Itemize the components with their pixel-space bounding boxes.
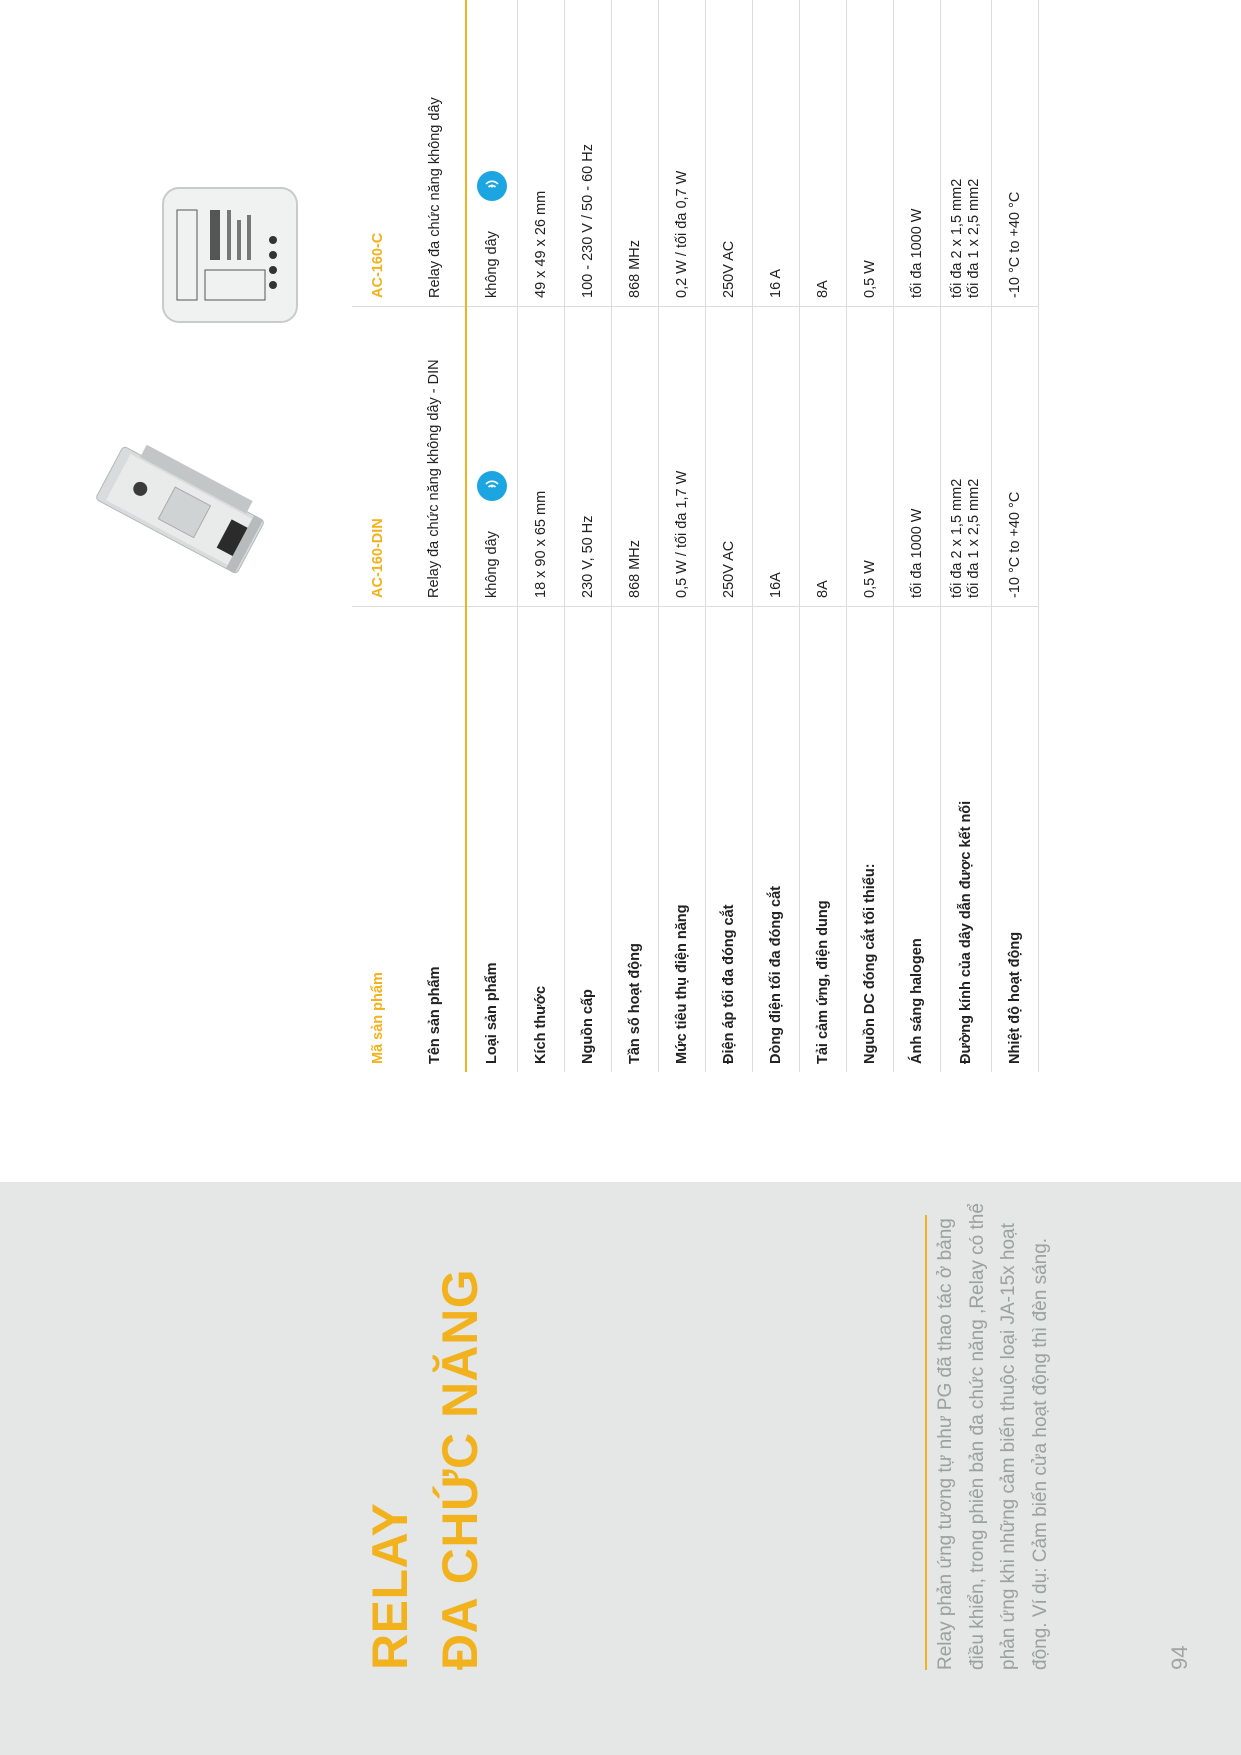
row-value-2: Relay đa chức năng không dây [404, 0, 465, 307]
title-line-2: ĐA CHỨC NĂNG [432, 1268, 488, 1670]
row-value-2: 868 MHz [612, 0, 658, 307]
table-row [404, 0, 467, 1072]
row-value-1: Relay đa chức năng không dây - DIN [404, 307, 465, 607]
row-value-2: 8A [800, 0, 846, 307]
c-relay-image [155, 180, 305, 330]
row-label: Nguồn cấp [580, 989, 596, 1064]
row-value-2: 100 - 230 V / 50 - 60 Hz [565, 0, 611, 307]
table-row [941, 0, 992, 1072]
table-row [753, 0, 800, 1072]
row-value-2: 250V AC [706, 0, 752, 307]
row-label: Nhiệt độ hoạt động [1007, 931, 1023, 1064]
row-value-1 [467, 307, 517, 607]
value-line: tối đa 2 x 1,5 mm2 [949, 178, 965, 298]
row-label: Mức tiêu thụ điện năng [674, 904, 690, 1064]
row-value-1: 250V AC [706, 307, 752, 607]
row-value-2: 16 A [753, 0, 799, 307]
din-relay-image [80, 410, 280, 610]
row-value-1: 16A [753, 307, 799, 607]
row-value-2: 49 x 49 x 26 mm [518, 0, 564, 307]
value-line: tối đa 1 x 2,5 mm2 [966, 478, 982, 598]
table-row [518, 0, 565, 1072]
description: Relay phản ứng tương tự như PG đã thao tác ở bảng điều khiển, trong phiên bản đa chức năng ,Relay có thể phản ứng khi những cảm biến thuộc loại JA-15x hoạt động. Ví dụ: Cảm biến cửa hoạt động thì đèn sáng. [935, 1203, 1051, 1670]
accent-rule [925, 1215, 927, 1670]
row-label: Tải cảm ứng, điện dung [815, 900, 831, 1064]
row-label: Loại sản phẩm [484, 962, 500, 1064]
header-label: Mã sản phẩm [370, 972, 386, 1064]
wireless-text: không dây [484, 531, 500, 598]
header-col2: AC-160-C [352, 0, 404, 307]
wireless-text: không dây [484, 231, 500, 298]
row-value-1: 8A [800, 307, 846, 607]
page-number: 94 [1167, 1645, 1192, 1670]
table-row [467, 0, 518, 1072]
row-label: Nguồn DC đóng cắt tối thiểu: [862, 863, 878, 1064]
table-row [800, 0, 847, 1072]
row-label: Kích thước [533, 985, 549, 1064]
row-value-2 [467, 0, 517, 307]
spec-table [352, 0, 1039, 1072]
row-value-1: 0,5 W / tối đa 1,7 W [659, 307, 705, 607]
table-row [894, 0, 941, 1072]
table-header [352, 0, 404, 1072]
table-row [992, 0, 1039, 1072]
row-value-2: -10 °C to +40 °C [992, 0, 1038, 307]
wifi-icon [477, 171, 507, 201]
row-label: Ánh sáng halogen [909, 938, 925, 1064]
row-label: Tần số hoạt động [627, 943, 643, 1064]
row-value-1: 230 V, 50 Hz [565, 307, 611, 607]
value-line: tối đa 2 x 1,5 mm2 [949, 478, 965, 598]
row-value-2: 0,2 W / tối đa 0,7 W [659, 0, 705, 307]
intro-panel [0, 1182, 1241, 1755]
table-row [847, 0, 894, 1072]
value-line: tối đa 1 x 2,5 mm2 [966, 178, 982, 298]
table-row [706, 0, 753, 1072]
table-row [612, 0, 659, 1072]
row-label: Đường kính của dây dẫn được kết nối [958, 800, 974, 1064]
row-value-1: 868 MHz [612, 307, 658, 607]
row-value-1 [941, 307, 991, 607]
wifi-icon [477, 471, 507, 501]
row-value-1: 18 x 90 x 65 mm [518, 307, 564, 607]
table-row [659, 0, 706, 1072]
row-value-2: 0,5 W [847, 0, 893, 307]
row-value-1: -10 °C to +40 °C [992, 307, 1038, 607]
row-label: Điện áp tối đa đóng cắt [721, 904, 737, 1064]
row-value-1: tối đa 1000 W [894, 307, 940, 607]
row-label: Tên sản phẩm [426, 966, 443, 1064]
row-value-2: tối đa 1000 W [894, 0, 940, 307]
table-row [565, 0, 612, 1072]
row-label: Dòng điện tối đa đóng cắt [768, 885, 784, 1064]
header-col1: AC-160-DIN [352, 307, 404, 607]
page-title [355, 1269, 495, 1670]
title-line-1: RELAY [362, 1502, 418, 1670]
row-value-1: 0,5 W [847, 307, 893, 607]
row-value-2 [941, 0, 991, 307]
